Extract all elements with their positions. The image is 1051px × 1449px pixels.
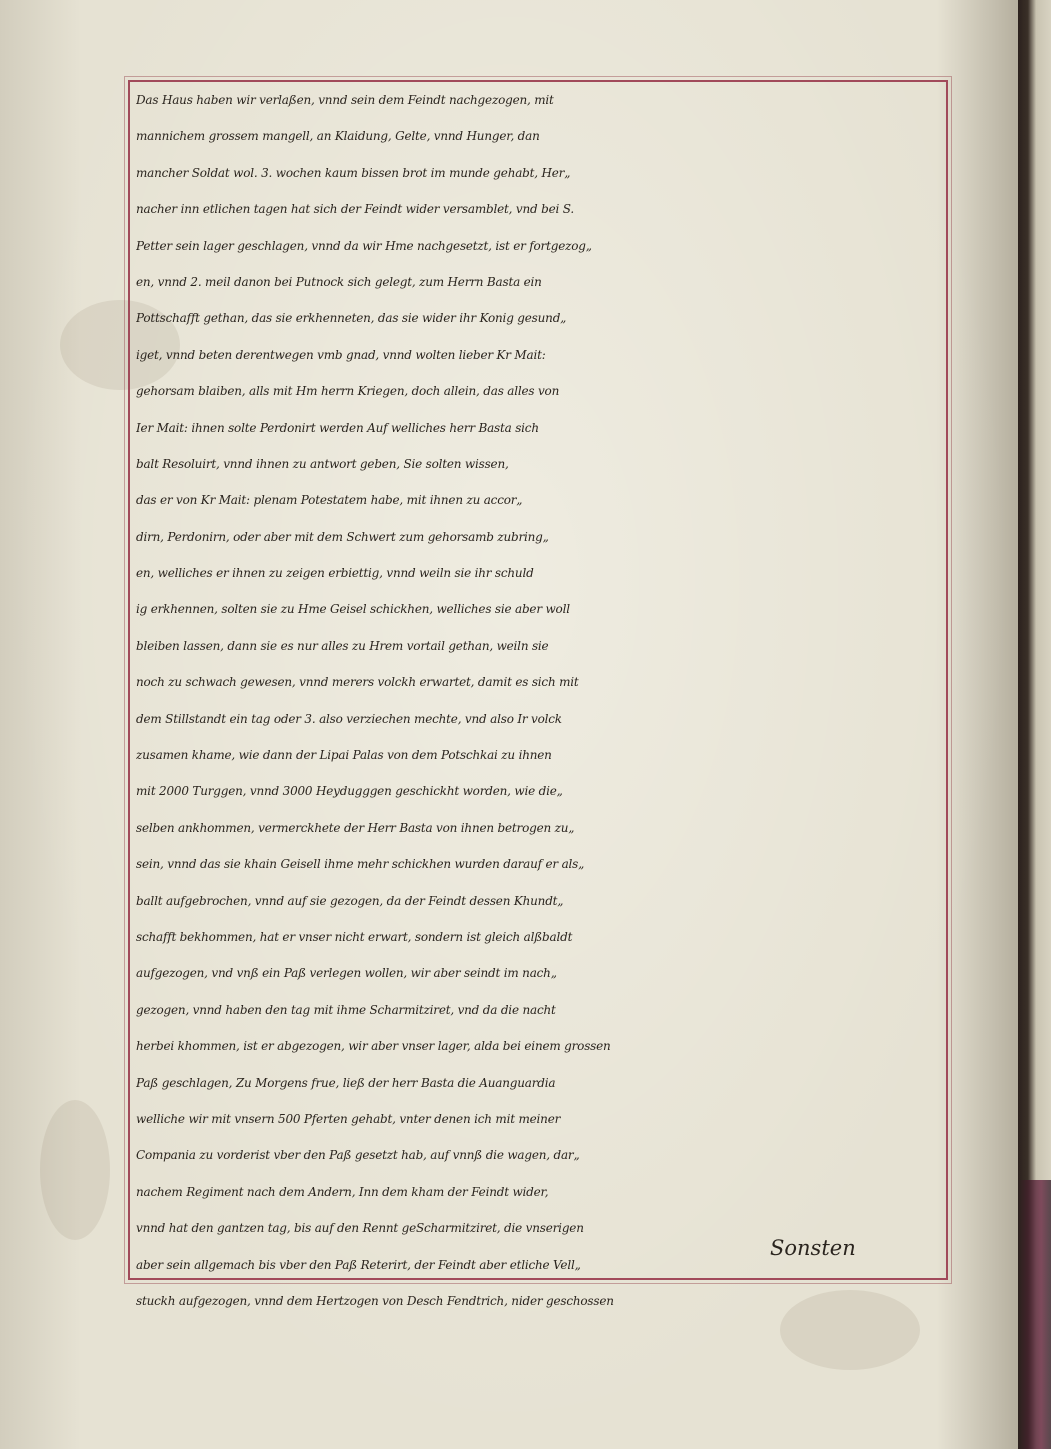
manuscript-line: Das Haus haben wir verlaßen, vnnd sein dem Feindt nachgezogen, mit [136, 93, 554, 107]
manuscript-line: en, vnnd 2. meil danon bei Putnock sich gelegt, zum Herrn Basta ein [136, 274, 542, 289]
manuscript-line: Paß geschlagen, Zu Morgens frue, ließ der herr Basta die Auanguardia [136, 1075, 556, 1090]
manuscript-line: Pottschafft gethan, das sie erkhenneten, das sie wider ihr Konig gesund„ [136, 311, 567, 326]
manuscript-line: en, welliches er ihnen zu zeigen erbiettig, vnnd weiln sie ihr schuld [136, 566, 534, 581]
paper-stain [40, 1100, 110, 1240]
manuscript-line: bleiben lassen, dann sie es nur alles zu Hrem vortail gethan, weiln sie [136, 638, 549, 653]
manuscript-line: dem Stillstandt ein tag oder 3. also verziechen mechte, vnd also Ir volck [136, 711, 562, 726]
manuscript-line: gehorsam blaiben, alls mit Hm herrn Kriegen, doch allein, das alles von [136, 384, 560, 399]
manuscript-line: aber sein allgemach bis vber den Paß Reterirt, der Feindt aber etliche Vell„ [136, 1257, 581, 1272]
manuscript-line: aufgezogen, vnd vnß ein Paß verlegen wollen, wir aber seindt im nach„ [136, 966, 557, 981]
manuscript-line: Petter sein lager geschlagen, vnnd da wir Hme nachgesetzt, ist er fortgezog„ [136, 238, 592, 253]
manuscript-line: nachem Regiment nach dem Andern, Inn dem kham der Feindt wider, [136, 1184, 549, 1199]
manuscript-line: iget, vnnd beten derentwegen vmb gnad, vnnd wolten lieber Kr Mait: [136, 347, 546, 362]
manuscript-line: Compania zu vorderist vber den Paß gesetzt hab, auf vnnß die wagen, dar„ [136, 1148, 580, 1163]
manuscript-line: nacher inn etlichen tagen hat sich der Feindt wider versamblet, vnd bei S. [136, 202, 574, 217]
manuscript-line: dirn, Perdonirn, oder aber mit dem Schwert zum gehorsamb zubring„ [136, 529, 549, 544]
manuscript-line: mannichem grossem mangell, an Klaidung, Gelte, vnnd Hunger, dan [136, 129, 540, 144]
catchword: Sonsten [770, 1236, 856, 1260]
manuscript-line: welliche wir mit vnsern 500 Pferten gehabt, vnter denen ich mit meiner [136, 1111, 561, 1126]
manuscript-line: das er von Kr Mait: plenam Potestatem habe, mit ihnen zu accor„ [136, 493, 523, 508]
manuscript-line: gezogen, vnnd haben den tag mit ihme Scharmitziret, vnd da die nacht [136, 1002, 556, 1017]
manuscript-line: Ier Mait: ihnen solte Perdonirt werden Auf welliches herr Basta sich [136, 420, 539, 435]
manuscript-line: balt Resoluirt, vnnd ihnen zu antwort geben, Sie solten wissen, [136, 456, 509, 471]
manuscript-line: mit 2000 Turggen, vnnd 3000 Heydugggen geschickht worden, wie die„ [136, 784, 563, 799]
manuscript-line: herbei khommen, ist er abgezogen, wir aber vnser lager, alda bei einem grossen [136, 1039, 611, 1054]
manuscript-line: schafft bekhommen, hat er vnser nicht erwart, sondern ist gleich alßbaldt [136, 929, 573, 944]
manuscript-line: selben ankhommen, vermerckhete der Herr Basta von ihnen betrogen zu„ [136, 820, 575, 835]
manuscript-line: stuckh aufgezogen, vnnd dem Hertzogen von Desch Fendtrich, nider geschossen [136, 1293, 614, 1308]
manuscript-line: ig erkhennen, solten sie zu Hme Geisel schickhen, welliches sie aber woll [136, 602, 570, 617]
manuscript-line: vnnd hat den gantzen tag, bis auf den Rennt geScharmitziret, die vnserigen [136, 1221, 584, 1236]
manuscript-line: ballt aufgebrochen, vnnd auf sie gezogen, da der Feindt dessen Khundt„ [136, 893, 564, 908]
binding-edge [1018, 1180, 1051, 1449]
manuscript-text-block [136, 82, 942, 1319]
manuscript-line: sein, vnnd das sie khain Geisell ihme mehr schickhen wurden darauf er als„ [136, 857, 585, 872]
manuscript-line: noch zu schwach gewesen, vnnd merers volckh erwartet, damit es sich mit [136, 675, 579, 690]
manuscript-line: zusamen khame, wie dann der Lipai Palas von dem Potschkai zu ihnen [136, 748, 552, 763]
manuscript-line: mancher Soldat wol. 3. wochen kaum bissen brot im munde gehabt, Her„ [136, 165, 571, 180]
